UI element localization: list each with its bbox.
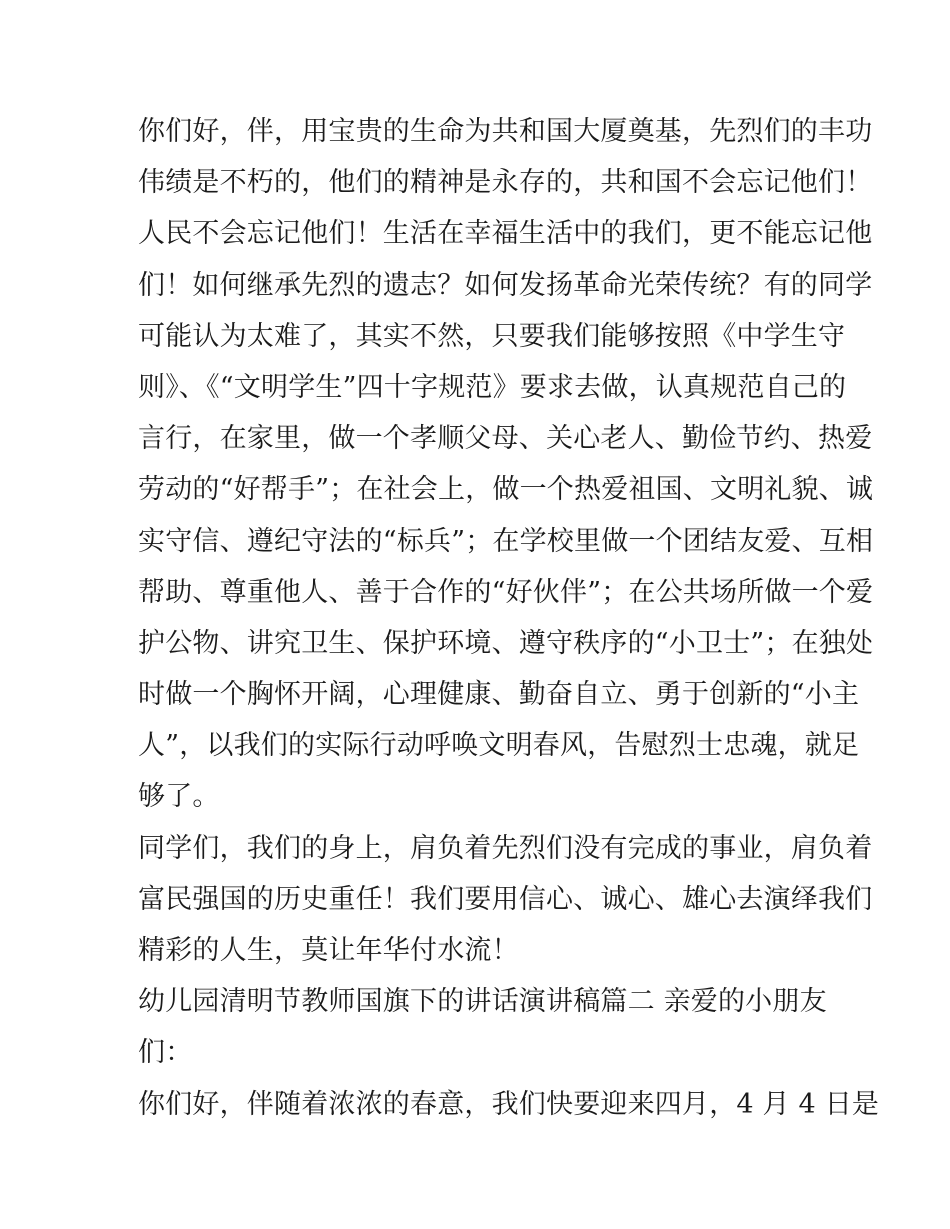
section-heading-line: 幼儿园清明节教师国旗下的讲话演讲稿篇二 亲爱的小朋友	[138, 986, 827, 1018]
text-line: 伟绩是不朽的，他们的精神是永存的，共和国不会忘记他们！	[138, 167, 873, 199]
text-line: 帮助、尊重他人、善于合作的“好伙伴”；在公共场所做一个爱	[138, 576, 874, 608]
text-line: 够了。	[138, 781, 220, 813]
text-line: 人”，以我们的实际行动呼唤文明春风，告慰烈士忠魂，就足	[138, 730, 860, 762]
text-line: 实守信、遵纪守法的“标兵”；在学校里做一个团结友爱、互相	[138, 525, 874, 557]
body-text	[138, 106, 880, 1130]
text-line: 则》、《“文明学生”四十字规范》要求去做，认真规范自己的	[138, 371, 847, 403]
text-line: 劳动的“好帮手”；在社会上，做一个热爱祖国、文明礼貌、诚	[138, 474, 874, 506]
text-line: 们！如何继承先烈的遗志？如何发扬革命光荣传统？有的同学	[138, 269, 873, 301]
text-line: 你们好，伴随着浓浓的春意，我们快要迎来四月，4 月 4 日是	[138, 1088, 880, 1120]
text-line: 精彩的人生，莫让年华付水流！	[138, 935, 519, 966]
text-line: 可能认为太难了，其实不然，只要我们能够按照《中学生守	[138, 320, 846, 352]
text-line: 护公物、讲究卫生、保护环境、遵守秩序的“小卫士”；在独处	[138, 627, 874, 659]
section-heading-line: 们：	[138, 1037, 193, 1069]
text-line: 同学们，我们的身上，肩负着先烈们没有完成的事业，肩负着	[138, 832, 873, 864]
text-line: 时做一个胸怀开阔，心理健康、勤奋自立、勇于创新的“小主	[138, 679, 860, 711]
text-line: 言行，在家里，做一个孝顺父母、关心老人、勤俭节约、热爱	[138, 423, 873, 455]
text-line: 你们好，伴，用宝贵的生命为共和国大厦奠基，先烈们的丰功	[138, 116, 873, 147]
text-line: 富民强国的历史重任！我们要用信心、诚心、雄心去演绎我们	[138, 883, 873, 915]
text-line: 人民不会忘记他们！生活在幸福生活中的我们，更不能忘记他	[138, 218, 873, 250]
